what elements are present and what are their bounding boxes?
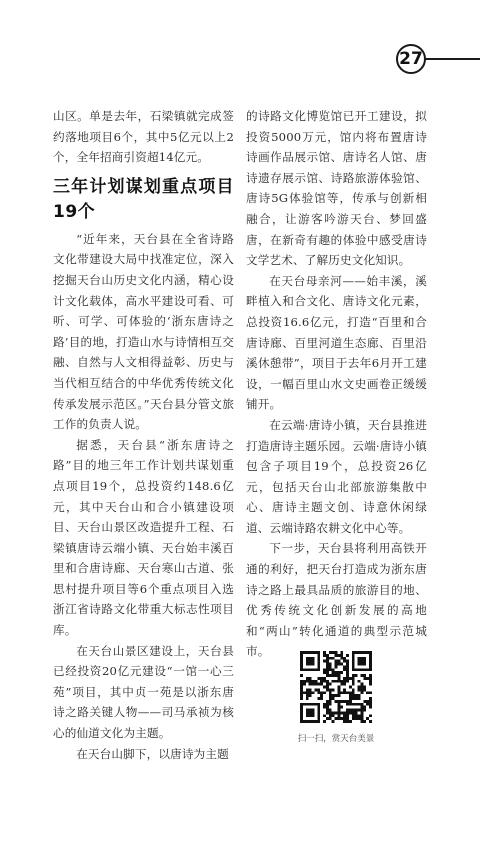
- section-heading: 三年计划谋划重点项目19个: [53, 176, 234, 222]
- qr-code[interactable]: [300, 651, 372, 723]
- paragraph: 在天台山脚下，以唐诗为主题: [76, 746, 229, 761]
- paragraph: 据悉，天台县“浙东唐诗之路”目的地三年工作计划共谋划重点项目19个，总投资约148.6亿元，其中天台山和合小镇建设项目、天台山景区改造提升工程、石梁镇唐诗云端小镇、天台始丰溪百里和合唐诗廊、天台寒山古道、张思村提升项目等6个重点项目入选浙江省诗路文化带重大标志性项目库。: [53, 437, 234, 638]
- paragraph: 在天台母亲河——始丰溪，溪畔植入和合文化、唐诗文化元素，总投资16.6亿元，打造“百里和合唐诗廊、百里河道生态廊、百里沿溪休憩带”，项目于去年6月开工建设，一幅百里山水文史画卷正缓缓铺开。: [246, 273, 427, 412]
- paragraph: 在云端·唐诗小镇，天台县推进打造唐诗主题乐园。云端·唐诗小镇包含子项目19个，总投资26亿元，包括天台山北部旅游集散中心、唐诗主题文创、诗意休闲绿道、云端诗路农耕文化中心等。: [246, 417, 427, 535]
- paragraph: 在天台山景区建设上，天台县已经投资20亿元建设“一馆一心三苑”项目，其中贞一苑是以浙东唐诗之路关键人物——司马承祯为核心的仙道文化为主题。: [53, 643, 234, 741]
- page-number: 27: [396, 44, 426, 74]
- paragraph: 下一步，天台县将利用高铁开通的利好，把天台打造成为浙东唐诗之路上最具品质的旅游目的地、优秀传统文化创新发展的高地和“两山”转化通道的典型示范城市。: [246, 541, 427, 659]
- qr-caption: 扫一扫，赏天台美景: [297, 734, 375, 744]
- page-number-badge: [396, 44, 480, 74]
- paragraph: 山区。单是去年，石梁镇就完成签约落地项目6个，其中5亿元以上2个，全年招商引资超14亿元。: [53, 109, 234, 165]
- paragraph: 的诗路文化博览馆已开工建设，拟投资5000万元，馆内将布置唐诗诗画作品展示馆、唐诗名人馆、唐诗遗存展示馆、诗路旅游体验馆、唐诗5G体验馆等，传承与创新相融合，让游客吟游天台、梦回盛唐，在新奇有趣的体验中感受唐诗文学艺术、了解历史文化知识。: [246, 109, 427, 268]
- header-rule: [422, 58, 480, 60]
- right-column: [246, 106, 427, 662]
- left-column: [53, 106, 234, 764]
- paragraph: “近年来，天台县在全省诗路文化带建设大局中找准定位，深入挖掘天台山历史文化内涵，精心设计文化载体，高水平建设可看、可听、可学、可体验的‘浙东唐诗之路’目的地，打造山水与诗情相互交融、自然与人文相得益彰、历史与当代相互结合的中华优秀传统文化传承发展示范区。”天台县分管文旅工作的负责人说。: [53, 231, 234, 432]
